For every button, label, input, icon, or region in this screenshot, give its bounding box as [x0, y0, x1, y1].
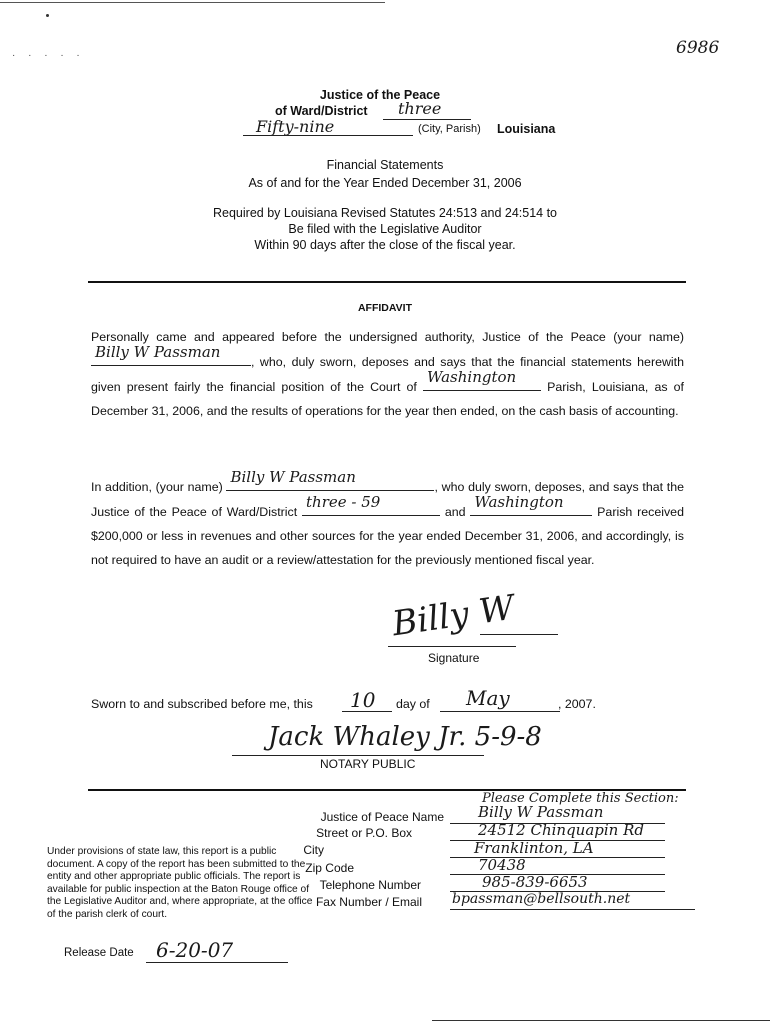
p2-name-blank: [226, 468, 434, 491]
field-value-street: 24512 Chinquapin Rd: [478, 821, 645, 839]
p2-ward-blank: [302, 493, 440, 516]
contact-heading: Please Complete this Section:: [482, 791, 679, 806]
affiant-signature: Billy W: [389, 587, 517, 645]
title-line2: As of and for the Year Ended December 31, 2006: [248, 176, 522, 190]
p2-text-b: , who duly sworn, deposes, and says that the Justice of the Peace of Ward/District: [91, 480, 684, 519]
scan-specks: · · · · ·: [12, 50, 85, 61]
public-document-notice: Under provisions of state law, this report is a public document. A copy of the report has been submitted to the entity and other appropriate public officials. The report is available for public inspection at the Baton Rouge office of the Legislative Auditor and, where appropriate, at the office of the parish clerk of court.: [47, 846, 313, 920]
field-value-phone: 985-839-6653: [482, 873, 588, 891]
document-number: 6986: [676, 38, 720, 58]
affidavit-paragraph-1: [91, 325, 684, 423]
notary-label: NOTARY PUBLIC: [320, 757, 416, 771]
field-label-zip: Zip Code: [305, 861, 354, 875]
bottom-scan-rule: [432, 1020, 770, 1021]
field-value-fax-email: bpassman@bellsouth.net: [452, 891, 631, 907]
ward-blank: [383, 119, 471, 120]
notary-signature: Jack Whaley Jr. 5-9-8: [268, 722, 542, 752]
signature-stroke: [480, 634, 558, 635]
signature-line: [388, 646, 516, 647]
sworn-month-blank: [440, 711, 560, 712]
parish-blank: [243, 135, 413, 136]
sworn-month-value: May: [466, 686, 510, 710]
scan-speck: [46, 14, 49, 17]
field-value-city: Franklinton, LA: [474, 839, 594, 857]
p1-text-a: Personally came and appeared before the undersigned authority, Justice of the Peace (your name): [91, 330, 684, 344]
state-label: Louisiana: [497, 122, 556, 136]
notary-line: [232, 755, 484, 756]
field-value-zip: 70438: [478, 856, 526, 874]
field-label-street: Street or P.O. Box: [316, 826, 412, 840]
field-label-city: City: [303, 843, 324, 857]
p2-ward-value: three - 59: [306, 493, 381, 511]
field-label-fax-email: Fax Number / Email: [315, 895, 422, 909]
top-scan-rule: [0, 2, 385, 3]
p1-court-value: Washington: [427, 368, 517, 386]
p1-text-c: Parish, Louisiana, as of December 31, 2006, and the results of operations for the year then ended, on the cash basis of accounting.: [91, 380, 684, 418]
sworn-year: , 2007.: [558, 697, 596, 711]
p1-court-blank: [423, 368, 541, 391]
signature-label: Signature: [428, 651, 480, 665]
p2-and: and: [444, 505, 466, 519]
sworn-text-a: Sworn to and subscribed before me, this: [91, 697, 313, 711]
affidavit-heading: AFFIDAVIT: [357, 302, 413, 314]
ward-value: three: [398, 99, 442, 118]
requirement-line1: Required by Louisiana Revised Statutes 24:513 and 24:514 to: [213, 206, 557, 220]
p2-name-value: Billy W Passman: [230, 468, 356, 486]
requirement-line2: Be filed with the Legislative Auditor: [288, 222, 482, 236]
parish-value: Fifty-nine: [256, 117, 335, 136]
field-line-fax-email: [450, 909, 695, 910]
sworn-day-blank: [342, 711, 392, 712]
p1-text-b: , who, duly sworn, deposes and says that the financial statements herewith given present fairly the financial position of the Court of: [91, 355, 684, 394]
p2-parish-value: Washington: [474, 493, 564, 511]
header-ward-label: of Ward/District: [275, 104, 368, 118]
p2-parish-blank: [470, 493, 592, 516]
p2-text-c: Parish received $200,000 or less in revenues and other sources for the year ended December 31, 2006, and accordingly, is not required to have an audit or a review/attestation for the previously mentioned fiscal year.: [91, 505, 684, 567]
p1-name-blank: [91, 343, 251, 366]
field-value-name: Billy W Passman: [478, 803, 604, 821]
affidavit-paragraph-2: [91, 468, 684, 572]
field-label-phone: Telephone Number: [319, 878, 421, 892]
field-label-name: Justice of Peace Name: [320, 810, 444, 824]
p2-text-a: In addition, (your name): [91, 480, 223, 494]
release-date-value: 6-20-07: [156, 938, 234, 962]
release-date-line: [146, 962, 288, 963]
release-date-label: Release Date: [64, 947, 134, 959]
city-parish-label: (City, Parish): [418, 123, 481, 135]
p1-name-value: Billy W Passman: [95, 343, 221, 361]
header-line1: Justice of the Peace: [319, 88, 441, 102]
sworn-day-value: 10: [350, 688, 376, 712]
title-line1: Financial Statements: [326, 158, 444, 172]
section-divider-top: [88, 281, 686, 283]
requirement-line3: Within 90 days after the close of the fiscal year.: [254, 238, 516, 252]
sworn-text-b: day of: [396, 697, 430, 711]
